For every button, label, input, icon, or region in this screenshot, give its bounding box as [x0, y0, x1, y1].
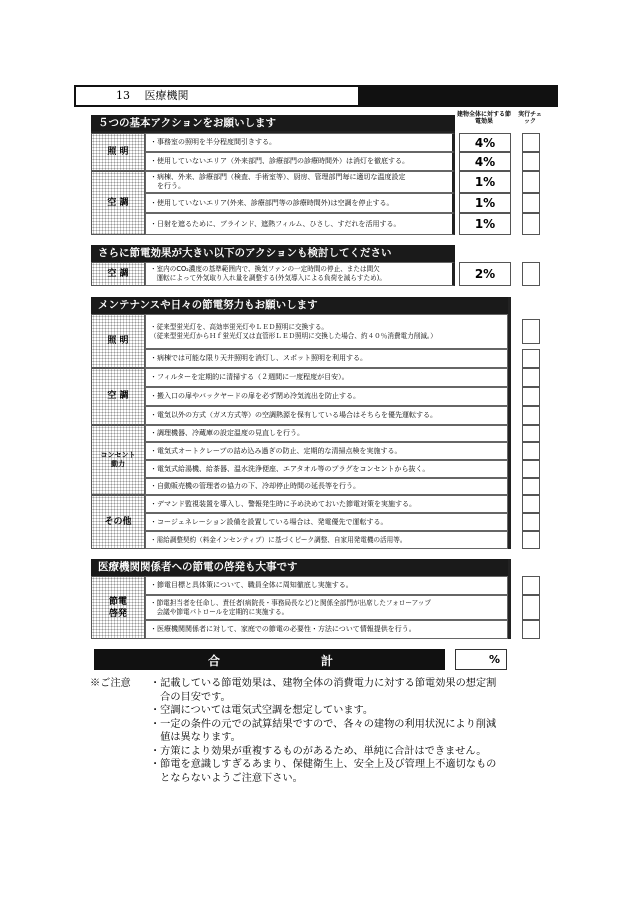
maintenance-row: ・従来型蛍光灯を、高効率蛍光灯やＬＥＤ照明に交換する。 （従来型蛍光灯からＨｆ蛍光灯又は直管形ＬＥＤ照明に交換した場合、約４０％消費電力削減。） [145, 314, 508, 349]
basic-row: ・事務室の照明を半分程度間引きする。 [145, 133, 455, 152]
effect-percent: 1% [459, 213, 511, 235]
effect-percent: 2% [459, 262, 511, 286]
check-box[interactable] [522, 513, 540, 531]
note-line: ・節電を意識しすぎるあまり、保健衛生上、安全上及び管理上不適切なもの [150, 759, 497, 770]
section-right-edge [508, 297, 511, 549]
section-title: 医療機関 [144, 89, 189, 102]
note-line: 値は異なります。 [150, 732, 241, 743]
maintenance-row: ・コージェネレーション設備を設置している場合は、発電優先で運転する。 [145, 513, 508, 531]
check-box[interactable] [522, 495, 540, 513]
total-label-left: 合 [208, 654, 221, 668]
awareness-row: ・節電目標と具体策について、職員全体に周知徹底し実施する。 [145, 576, 508, 595]
effect-percent: 4% [459, 133, 511, 152]
basic-row: ・使用していないエリア(外来、診療部門等の診療時間外)は空調を停止する。 [145, 193, 455, 213]
awareness-row: ・医療機関関係者に対して、家庭での節電の必要性・方法について情報提供を行う。 [145, 620, 508, 639]
effect-column-header: 建物全体に対する節電効果 [457, 111, 512, 125]
page-title [76, 87, 358, 105]
check-box[interactable] [522, 349, 540, 368]
category-ac: 空 調 [91, 262, 145, 286]
check-box[interactable] [522, 406, 540, 425]
check-box[interactable] [522, 193, 540, 213]
awareness-section-header: 医療機関関係者への節電の啓発も大事です [91, 559, 508, 576]
note-line: ・記載している節電効果は、建物全体の消費電力に対する節電効果の想定割 [150, 678, 497, 689]
check-box[interactable] [522, 262, 540, 286]
category-lighting: 照 明 [91, 133, 145, 171]
check-box[interactable] [522, 460, 540, 478]
section-right-edge [508, 559, 511, 639]
notes-list [150, 677, 560, 785]
maintenance-row: ・電気式オートクレーブの詰め込み過ぎの防止、定期的な清掃点検を実施する。 [145, 442, 508, 460]
note-line: ・方策により効果が重複するものがあるため、単純に合計はできません。 [150, 745, 487, 757]
maintenance-row: ・需給調整契約（料金インセンティブ）に基づくピーク調整、自家用発電機の活用等。 [145, 531, 508, 549]
check-box[interactable] [522, 319, 540, 344]
check-box[interactable] [522, 478, 540, 495]
section-number: 13 [116, 89, 130, 102]
note-line: ・一定の条件の元での試算結果ですので、各々の建物の利用状況により削減 [150, 718, 497, 730]
check-box[interactable] [522, 620, 540, 639]
note-line: 合の目安です。 [150, 691, 231, 703]
check-box[interactable] [522, 152, 540, 171]
further-section-header: さらに節電効果が大きい以下のアクションも検討してください [91, 245, 455, 262]
check-box[interactable] [522, 595, 540, 620]
check-box[interactable] [522, 368, 540, 387]
category-awareness: 節電 啓発 [91, 576, 145, 639]
effect-percent: 1% [459, 171, 511, 193]
category-ac: 空 調 [91, 368, 145, 425]
maintenance-row: ・病棟では可能な限り天井照明を消灯し、スポット照明を利用する。 [145, 349, 508, 368]
check-box[interactable] [522, 133, 540, 152]
effect-percent: 1% [459, 193, 511, 213]
effect-percent: 4% [459, 152, 511, 171]
check-box[interactable] [522, 531, 540, 549]
notes-label: ※ご注意 [90, 678, 131, 689]
maintenance-row: ・電気以外の方式（ガス方式等）の空調熱源を保有している場合はそちらを優先運転する。 [145, 406, 508, 425]
check-column-header: 実行チェック [518, 111, 542, 125]
check-box[interactable] [522, 213, 540, 235]
further-row: ・室内のCO₂濃度の基準範囲内で、換気ファンの一定時間の停止、または間欠 運転によって外気取り入れ量を調整する(外気導入による負荷を減らすため)。 [145, 262, 455, 286]
category-outlet-power: コンセント 動力 [91, 425, 145, 495]
maintenance-row: ・自動販売機の管理者の協力の下、冷却停止時間の延長等を行う。 [145, 478, 508, 495]
category-lighting: 照 明 [91, 314, 145, 368]
check-box[interactable] [522, 442, 540, 460]
note-line: とならないようご注意下さい。 [150, 772, 303, 784]
check-box[interactable] [522, 576, 540, 595]
total-percent-box[interactable]: % [455, 649, 507, 670]
category-ac: 空 調 [91, 171, 145, 235]
maintenance-row: ・搬入口の扉やバックヤードの扉を必ず閉め冷気流出を防止する。 [145, 387, 508, 406]
total-label-right: 計 [321, 654, 334, 668]
total-bar [94, 649, 445, 670]
basic-row: ・日射を遮るために、ブラインド、遮熱フィルム、ひさし、すだれを活用する。 [145, 213, 455, 235]
category-other: その他 [91, 495, 145, 549]
maintenance-row: ・フィルターを定期的に清掃する（２週間に一度程度が目安）。 [145, 368, 508, 387]
basic-section-header: ５つの基本アクションをお願いします [91, 115, 455, 132]
check-box[interactable] [522, 171, 540, 193]
maintenance-row: ・電気式給湯機、給茶器、温水洗浄便座、エアタオル等のプラグをコンセントから抜く。 [145, 460, 508, 478]
maintenance-section-header: メンテナンスや日々の節電努力もお願いします [91, 297, 508, 314]
check-box[interactable] [522, 425, 540, 442]
maintenance-row: ・調理機器、冷蔵庫の設定温度の見直しを行う。 [145, 425, 508, 442]
check-box[interactable] [522, 387, 540, 406]
basic-row: ・病棟、外来、診療部門（検査、手術室等）、厨房、管理部門毎に適切な温度設定 を行う。 [145, 171, 455, 193]
note-line: ・空調については電気式空調を想定しています。 [150, 705, 374, 716]
awareness-row: ・節電担当者を任命し、責任者(病院長・事務局長など)と関係全部門が出席したフォローアップ 会議や節電パトロールを定期的に実施する。 [145, 595, 508, 620]
basic-row: ・使用していないエリア（外来部門、診療部門の診療時間外）は消灯を徹底する。 [145, 152, 455, 171]
maintenance-row: ・デマンド監視装置を導入し、警報発生時に予め決めておいた節電対策を実施する。 [145, 495, 508, 513]
